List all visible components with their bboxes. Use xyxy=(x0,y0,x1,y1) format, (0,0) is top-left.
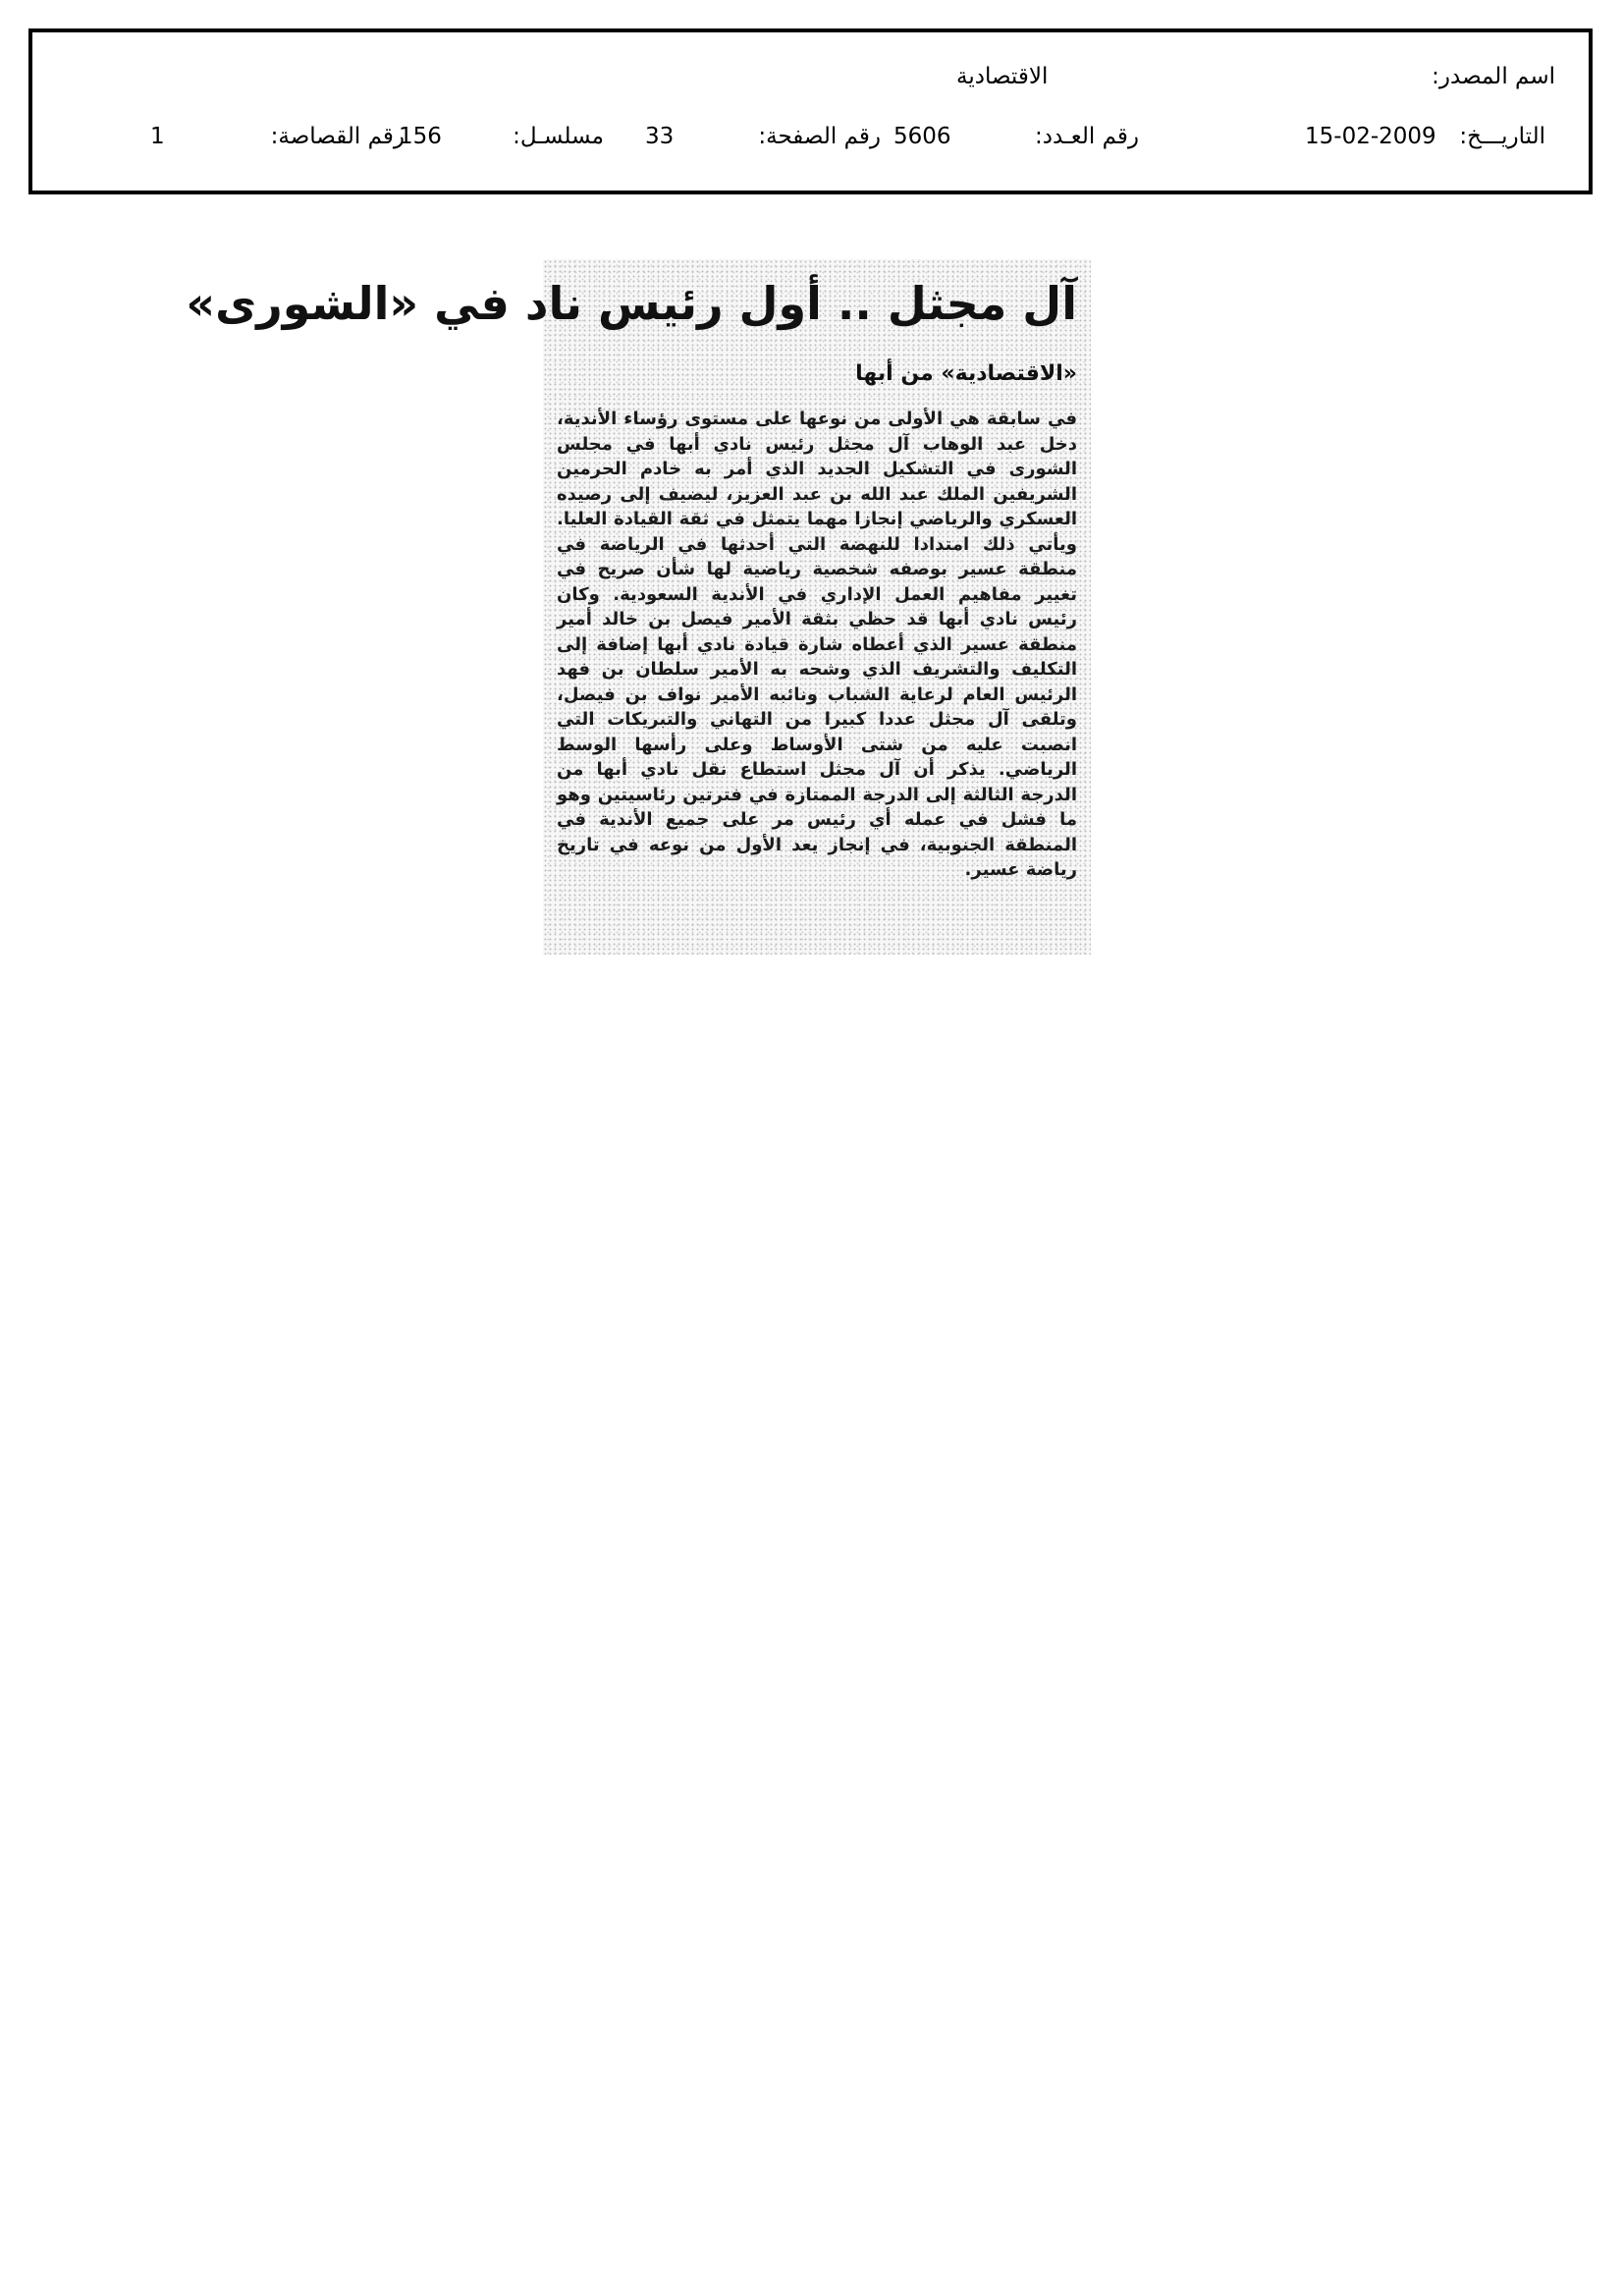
clip-number-label: رقم القصاصة: xyxy=(270,124,405,149)
source-value: الاقتصادية xyxy=(956,64,1049,89)
article-headline: آل مجثل .. أول رئيس ناد في «الشورى» xyxy=(186,277,1077,330)
newspaper-clipping xyxy=(186,259,1091,955)
serial-label: مسلسـل: xyxy=(513,124,604,149)
page-label: رقم الصفحة: xyxy=(758,124,881,149)
clip-number-value: 1 xyxy=(150,124,165,149)
date-value: 15-02-2009 xyxy=(1305,124,1436,149)
issue-value: 5606 xyxy=(893,124,951,149)
issue-label: رقم العـدد: xyxy=(1034,124,1139,149)
page-value: 33 xyxy=(645,124,675,149)
date-label: التاريـــخ: xyxy=(1459,124,1545,149)
serial-value: 156 xyxy=(399,124,442,149)
source-label: اسم المصدر: xyxy=(1432,64,1555,89)
article-body: في سابقة هي الأولى من نوعها على مستوى رؤساء الأندية، دخل عبد الوهاب آل مجثل رئيس نادي أبها في مجلس الشورى في التشكيل الجديد الذي أمر به خادم الحرمين الشريفين الملك عبد الله بن عبد العزيز، ليضيف إلى رصيده العسكري والرياضي إنجازا مهما يتمثل في ثقة القيادة العليا. ويأتي ذلك امتدادا للنهضة التي أحدثها في الرياضة في منطقة عسير بوصفه شخصية رياضية لها شأن صريح في تغيير مفاهيم العمل الإداري في الأندية السعودية. وكان رئيس نادي أبها قد حظي بثقة الأمير فيصل بن خالد أمير منطقة عسير الذي أعطاه شارة قيادة نادي أبها إضافة إلى التكليف والتشريف الذي وشحه به الأمير سلطان بن فهد الرئيس العام لرعاية الشباب ونائبه الأمير نواف بن فيصل، وتلقى آل مجثل عددا كبيرا من التهاني والتبريكات التي انصبت عليه من شتى الأوساط وعلى رأسها الوسط الرياضي. يذكر أن آل مجثل استطاع نقل نادي أبها من الدرجة الثالثة إلى الدرجة الممتازة في فترتين رئاسيتين وهو ما فشل في عمله أي رئيس مر على جميع الأندية في المنطقة الجنوبية، في إنجاز يعد الأول من نوعه في تاريخ رياضة عسير. xyxy=(557,409,1077,880)
article-byline: «الاقتصادية» من أبها xyxy=(855,361,1077,386)
clipping-header-box xyxy=(28,28,1593,194)
